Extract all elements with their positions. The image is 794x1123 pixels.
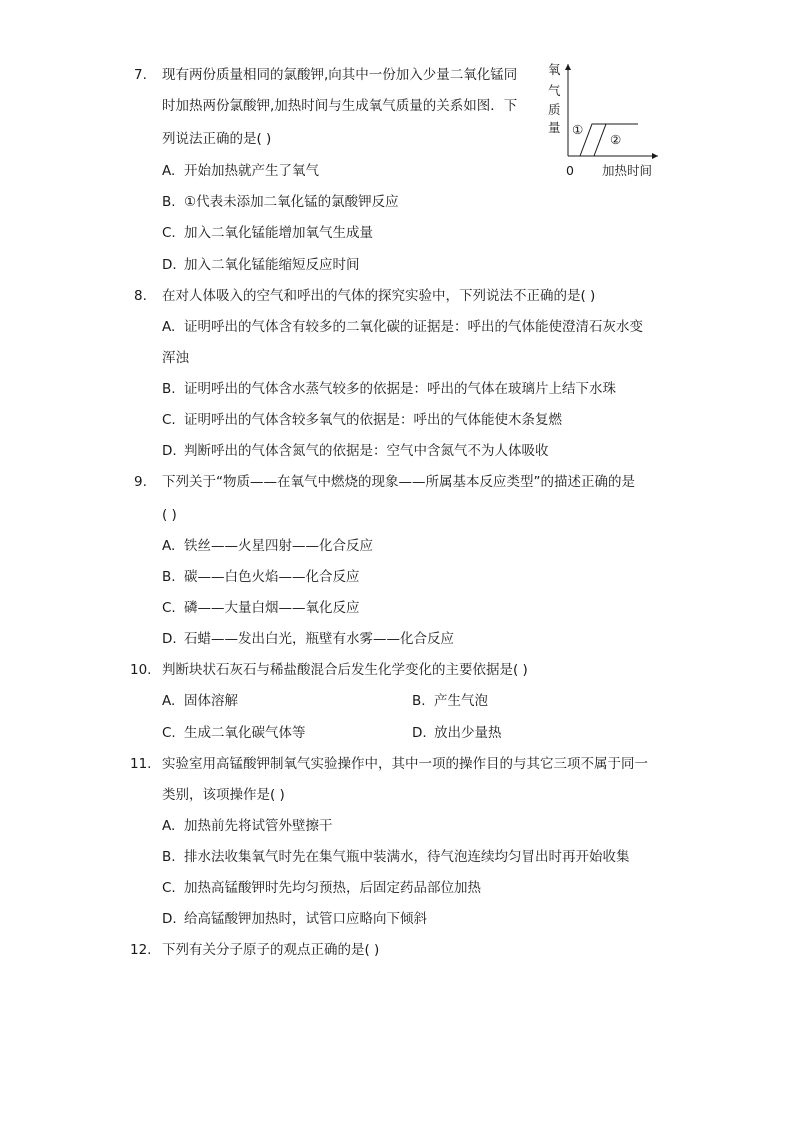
option-letter: B.: [162, 194, 176, 210]
y-label-char-4: 量: [548, 120, 561, 135]
option-text: 加入二氧化锰能缩短反应时间: [184, 257, 360, 273]
question-9-number: 9.: [134, 474, 147, 490]
question-11-stem: 实验室用高锰酸钾制氧气实验操作中，其中一项的操作目的与其它三项不属于同一: [162, 756, 648, 772]
question-11-option-b[interactable]: [162, 848, 630, 866]
question-9-option-d[interactable]: [162, 630, 454, 648]
option-letter: B.: [162, 381, 176, 397]
question-8-stem: 在对人体吸入的空气和呼出的气体的探究实验中，下列说法不正确的是( ): [162, 288, 596, 304]
option-letter: D.: [412, 725, 427, 741]
option-text: ①代表未添加二氧化锰的氯酸钾反应: [184, 194, 399, 210]
question-7-stem-line-3: 列说法正确的是( ): [162, 131, 272, 147]
y-label-char-2: 气: [548, 83, 561, 98]
question-9-stem-continued: ( ): [162, 507, 177, 523]
question-7-option-b[interactable]: [162, 193, 399, 211]
option-text: 证明呼出的气体含有较多的二氧化碳的证据是：呼出的气体能使澄清石灰水变: [184, 319, 643, 335]
question-9-stem: 下列关于“物质——在氧气中燃烧的现象——所属基本反应类型”的描述正确的是: [162, 474, 635, 490]
option-letter: D.: [162, 257, 177, 273]
option-text: 排水法收集氧气时先在集气瓶中装满水，待气泡连续均匀冒出时再开始收集: [184, 849, 630, 865]
question-7-stem-line-2: 时加热两份氯酸钾,加热时间与生成氧气质量的关系如图．下: [162, 98, 518, 114]
option-text: 证明呼出的气体含较多氧气的依据是：呼出的气体能使木条复燃: [184, 412, 562, 428]
option-text: 石蜡——发出白光，瓶壁有水雾——化合反应: [184, 631, 454, 647]
option-letter: C.: [162, 225, 176, 241]
question-10-stem: 判断块状石灰石与稀盐酸混合后发生化学变化的主要依据是( ): [162, 662, 528, 678]
question-8-option-b[interactable]: [162, 380, 616, 398]
option-letter: D.: [162, 911, 177, 927]
curve-2-label: ②: [610, 132, 622, 147]
option-letter: B.: [412, 693, 426, 709]
curve-1-label: ①: [572, 122, 584, 137]
question-7-option-d[interactable]: [162, 256, 360, 274]
question-9-option-c[interactable]: [162, 599, 360, 617]
option-letter: C.: [162, 600, 176, 616]
option-text: 生成二氧化碳气体等: [184, 725, 306, 741]
option-letter: B.: [162, 849, 176, 865]
question-10-option-a[interactable]: [162, 692, 238, 710]
question-10-option-b[interactable]: [412, 692, 488, 710]
option-letter: B.: [162, 569, 176, 585]
question-12-number: 12.: [130, 942, 152, 958]
question-7-number: 7.: [134, 67, 147, 83]
question-11-option-a[interactable]: [162, 817, 333, 835]
y-label-char-1: 氧: [548, 62, 561, 77]
question-8-option-d[interactable]: [162, 442, 549, 460]
question-8-option-a[interactable]: [162, 318, 643, 336]
question-8-number: 8.: [134, 288, 147, 304]
option-text: 加热前先将试管外壁擦干: [184, 818, 333, 834]
question-7-option-a[interactable]: [162, 162, 319, 180]
question-8-option-c[interactable]: [162, 411, 562, 429]
origin-label: 0: [566, 163, 574, 178]
option-letter: A.: [162, 693, 176, 709]
question-12-stem: 下列有关分子原子的观点正确的是( ): [162, 942, 380, 958]
oxygen-mass-graph: [540, 58, 670, 183]
option-text: 放出少量热: [434, 725, 502, 741]
option-letter: C.: [162, 880, 176, 896]
option-letter: A.: [162, 163, 176, 179]
option-letter: A.: [162, 818, 176, 834]
option-text: 磷——大量白烟——氧化反应: [184, 600, 360, 616]
option-text: 加入二氧化锰能增加氧气生成量: [184, 225, 373, 241]
curve-1: [580, 124, 638, 156]
option-text: 产生气泡: [434, 693, 488, 709]
curve-2: [594, 124, 606, 156]
question-10-number: 10.: [130, 662, 152, 678]
option-letter: D.: [162, 443, 177, 459]
option-text: 碳——白色火焰——化合反应: [184, 569, 360, 585]
option-text: 加热高锰酸钾时先均匀预热，后固定药品部位加热: [184, 880, 481, 896]
y-label-char-3: 质: [548, 102, 561, 117]
question-9-option-a[interactable]: [162, 537, 373, 555]
question-8-option-a-continued: 浑浊: [162, 350, 189, 366]
option-text: 给高锰酸钾加热时，试管口应略向下倾斜: [184, 911, 427, 927]
option-text: 判断呼出的气体含氮气的依据是：空气中含氮气不为人体吸收: [184, 443, 549, 459]
option-text: 证明呼出的气体含水蒸气较多的依据是：呼出的气体在玻璃片上结下水珠: [184, 381, 616, 397]
question-10-option-c[interactable]: [162, 724, 306, 742]
question-11-option-c[interactable]: [162, 879, 481, 897]
option-text: 铁丝——火星四射——化合反应: [184, 538, 373, 554]
question-11-stem-continued: 类别，该项操作是( ): [162, 787, 285, 803]
question-9-option-b[interactable]: [162, 568, 360, 586]
option-letter: A.: [162, 538, 176, 554]
option-text: 开始加热就产生了氧气: [184, 163, 319, 179]
question-11-number: 11.: [130, 756, 152, 772]
option-text: 固体溶解: [184, 693, 238, 709]
question-10-option-d[interactable]: [412, 724, 502, 742]
question-11-option-d[interactable]: [162, 910, 427, 928]
option-letter: D.: [162, 631, 177, 647]
question-7-stem-line-1: 现有两份质量相同的氯酸钾,向其中一份加入少量二氧化锰同: [162, 67, 518, 83]
option-letter: C.: [162, 725, 176, 741]
question-7-option-c[interactable]: [162, 224, 373, 242]
option-letter: C.: [162, 412, 176, 428]
x-axis-label: 加热时间: [602, 163, 653, 178]
option-letter: A.: [162, 319, 176, 335]
graph-svg: [540, 58, 670, 183]
